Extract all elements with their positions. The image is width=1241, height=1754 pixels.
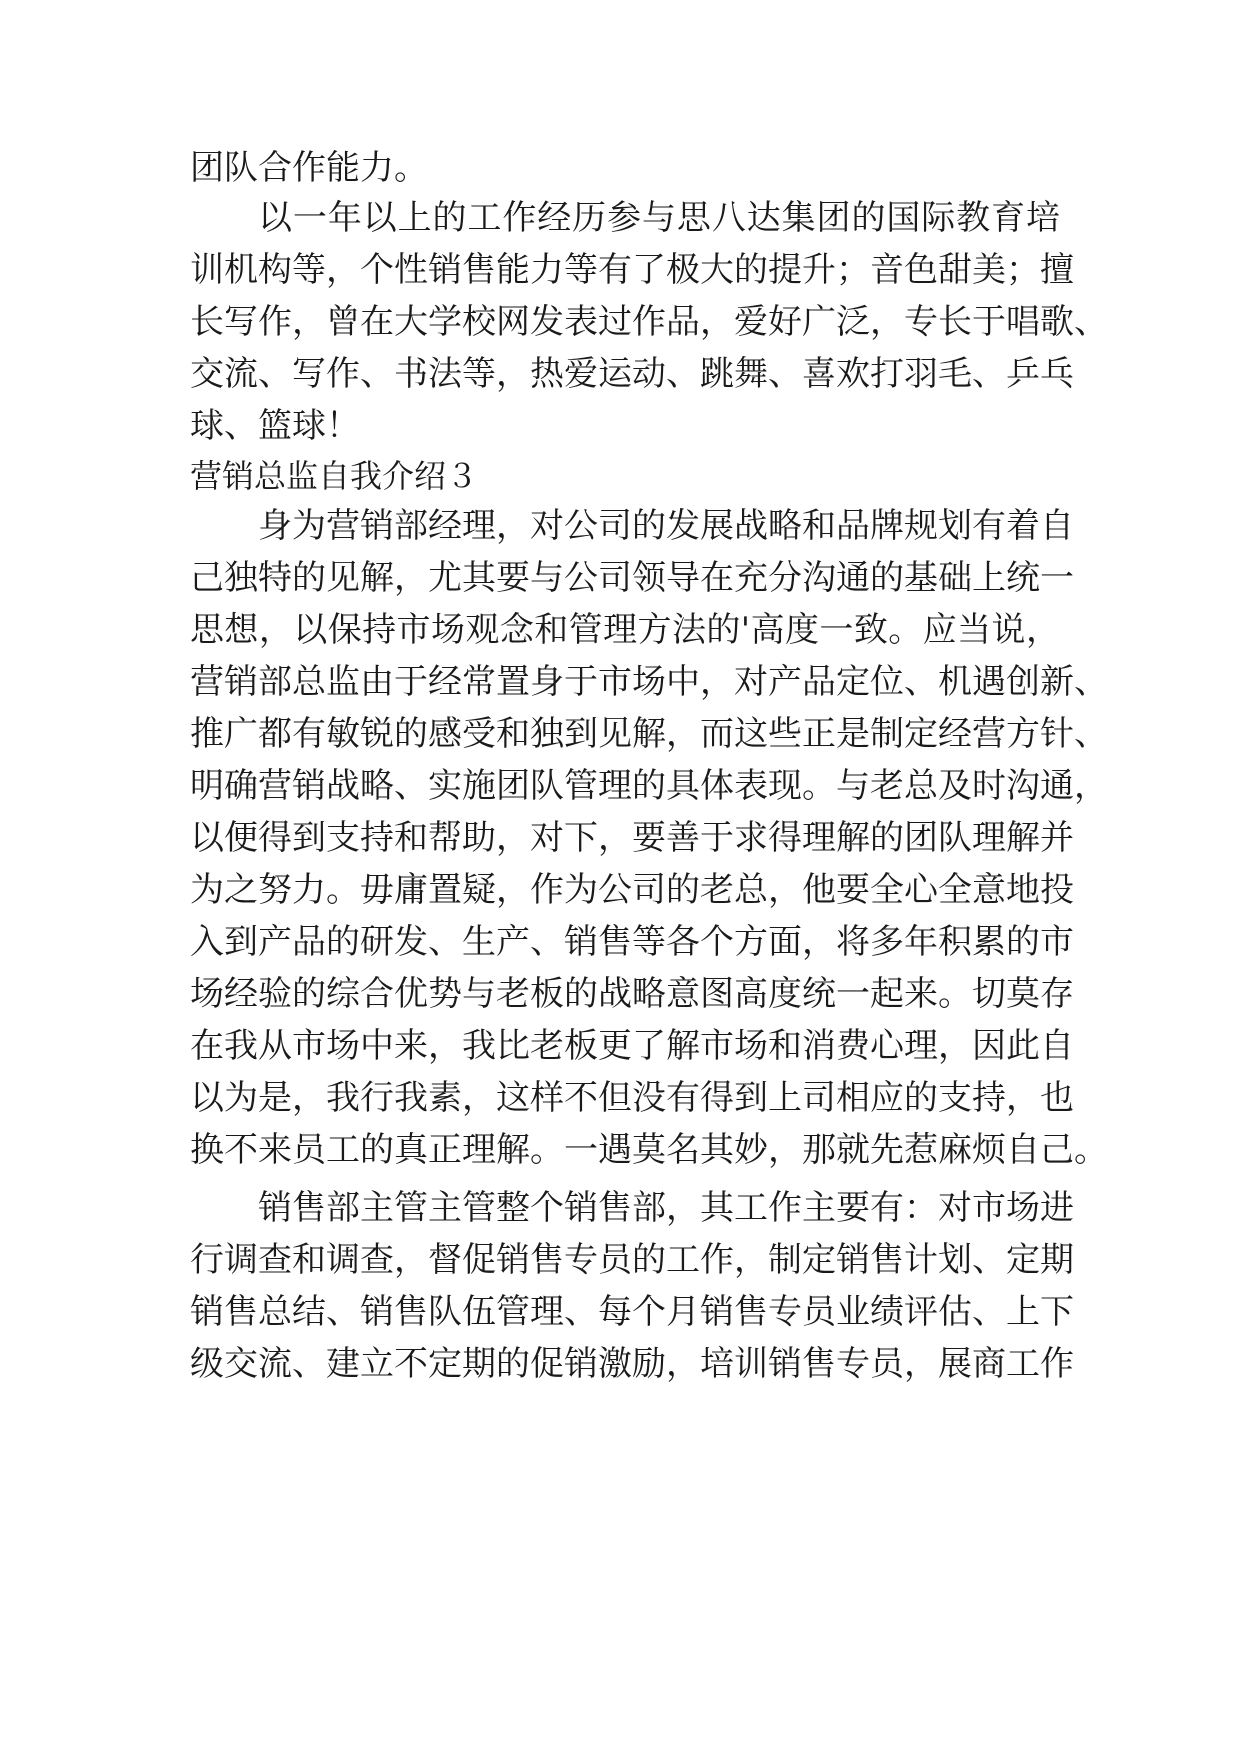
text-line: 己独特的见解，尤其要与公司领导在充分沟通的基础上统一 [190, 558, 1074, 598]
text-line: 以为是，我行我素，这样不但没有得到上司相应的支持，也 [190, 1078, 1074, 1118]
text-line: 训机构等，个性销售能力等有了极大的提升；音色甜美；擅 [190, 250, 1074, 290]
text-line: 团队合作能力。 [190, 148, 428, 188]
text-line: 明确营销战略、实施团队管理的具体表现。与老总及时沟通， [190, 766, 1108, 806]
text-line: 级交流、建立不定期的促销激励，培训销售专员，展商工作 [190, 1344, 1074, 1384]
text-line: 以便得到支持和帮助，对下，要善于求得理解的团队理解并 [190, 818, 1074, 858]
text-line: 销售总结、销售队伍管理、每个月销售专员业绩评估、上下 [190, 1292, 1074, 1332]
paragraph-first-line: 销售部主管主管整个销售部，其工作主要有：对市场进 [258, 1188, 1074, 1228]
section-heading: 营销总监自我介绍３ [190, 457, 479, 495]
text-line: 营销部总监由于经常置身于市场中，对产品定位、机遇创新、 [190, 662, 1108, 702]
text-line: 交流、写作、书法等，热爱运动、跳舞、喜欢打羽毛、乒乓 [190, 354, 1074, 394]
paragraph-first-line: 身为营销部经理，对公司的发展战略和品牌规划有着自 [258, 506, 1074, 546]
text-line: 换不来员工的真正理解。一遇莫名其妙，那就先惹麻烦自己。 [190, 1130, 1108, 1170]
text-line: 思想，以保持市场观念和管理方法的'高度一致。应当说， [190, 610, 1060, 650]
text-line: 球、篮球！ [190, 406, 360, 446]
text-line: 在我从市场中来，我比老板更了解市场和消费心理，因此自 [190, 1026, 1074, 1066]
text-line: 为之努力。毋庸置疑，作为公司的老总，他要全心全意地投 [190, 870, 1074, 910]
text-line: 推广都有敏锐的感受和独到见解，而这些正是制定经营方针、 [190, 714, 1108, 754]
text-line: 行调查和调查，督促销售专员的工作，制定销售计划、定期 [190, 1240, 1074, 1280]
text-line: 长写作，曾在大学校网发表过作品，爱好广泛，专长于唱歌、 [190, 302, 1108, 342]
text-line: 入到产品的研发、生产、销售等各个方面，将多年积累的市 [190, 922, 1074, 962]
text-line: 场经验的综合优势与老板的战略意图高度统一起来。切莫存 [190, 974, 1074, 1014]
paragraph-first-line: 以一年以上的工作经历参与思八达集团的国际教育培 [258, 198, 1060, 238]
